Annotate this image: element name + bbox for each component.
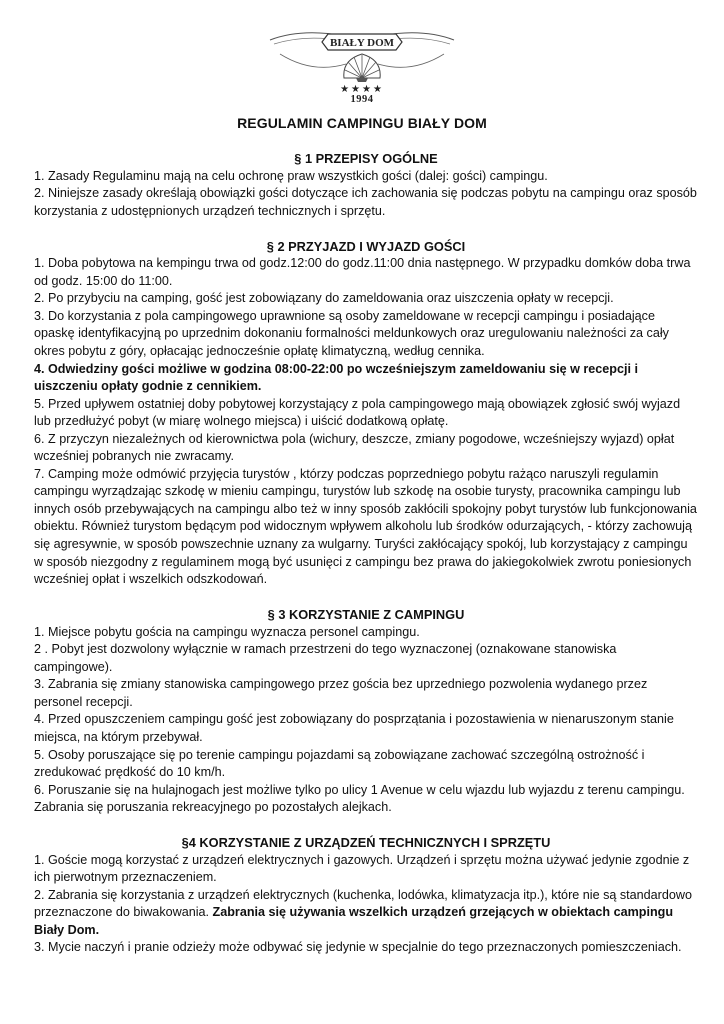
- logo-year: 1994: [350, 94, 374, 105]
- section-3-heading: § 3 KORZYSTANIE Z CAMPINGU: [267, 607, 465, 623]
- paragraph: 1. Doba pobytowa na kempingu trwa od godz.12:00 do godz.11:00 dnia następnego. W przypadku domków doba trwa od godz. 15:00 do 11:00.: [34, 256, 691, 288]
- logo-banner-text: BIAŁY DOM: [329, 37, 395, 49]
- logo: [262, 24, 462, 110]
- paragraph: 7. Camping może odmówić przyjęcia turystów , którzy podczas poprzedniego pobytu rażąco naruszyli regulamin campingu wyrządzając szkodę w mieniu campingu, turystów lub szkodę na osobie turysty, pracownika campingu lub innych osób przebywających na campingu albo też w inny sposób zakłócili spokojny pobyt turystów lub funkcjonowania obiektu. Również turystom będącym pod widocznym wpływem alkoholu lub środków odurzających, - którzy zachowują się agresywnie, w sposób powszechnie uznany za wulgarny. Turyści zakłócający spokój, lub korzystający z campingu w sposób niezgodny z regulaminem mogą być usunięci z campingu bez prawa do jakiegokolwiek zwrotu poniesionych wcześniej opłat i wszelkich odszkodowań.: [34, 466, 697, 587]
- paragraph: 1. Zasady Regulaminu mają na celu ochronę praw wszystkich gości (dalej: gości) campingu.: [34, 168, 548, 183]
- paragraph: 4. Przed opuszczeniem campingu gość jest zobowiązany do posprzątania i pozostawienia w nienaruszonym stanie miejsca, na którym przebywał.: [34, 712, 674, 744]
- paragraph-bold: 4. Odwiedziny gości możliwe w godzina 08:00-22:00 po wcześniejszym zameldowaniu się w recepcji i uiszczeniu opłaty godnie z cennikiem.: [34, 361, 638, 394]
- document-title: REGULAMIN CAMPINGU BIAŁY DOM: [237, 115, 487, 131]
- paragraph: 6. Poruszanie się na hulajnogach jest możliwe tylko po ulicy 1 Avenue w celu wjazdu lub wyjazdu z terenu campingu. Zabrania się poruszania rekreacyjnego po pozostałych alejkach.: [34, 782, 685, 815]
- section-2-heading: § 2 PRZYJAZD I WYJAZD GOŚCI: [266, 238, 466, 254]
- paragraph: 5. Osoby poruszające się po terenie campingu pojazdami są zobowiązane zachować szczególną ostrożność i zredukować prędkość do 10 km/h.: [34, 747, 645, 780]
- paragraph: 1. Miejsce pobytu gościa na campingu wyznacza personel campingu.: [34, 624, 420, 639]
- paragraph: 3. Do korzystania z pola campingowego uprawnione są osoby zameldowane w recepcji campingu i posiadające opaskę identyfikacyjną po uprzednim dokonaniu formalności meldunkowych oraz uregulowaniu należności za cały okres pobytu z góry, opłacając jednocześnie opłatę klimatyczną, według cennika.: [34, 308, 669, 358]
- stars-icon: ★★★★: [340, 84, 384, 95]
- paragraph-bold-text: Zabrania się używania wszelkich urządzeń grzejących w obiektach campingu Biały Dom.: [34, 905, 674, 937]
- section-1-heading: § 1 PRZEPISY OGÓLNE: [294, 151, 438, 166]
- paragraph: 6. Z przyczyn niezależnych od kierownictwa pola (wichury, deszcze, zmiany pogodowe, wcześniejszy wyjazd) opłat wcześniej pobranych nie zwracamy.: [34, 431, 675, 464]
- paragraph: 2. Niniejsze zasady określają obowiązki gości dotyczące ich zachowania się podczas pobytu na campingu oraz sposób korzystania z udostępnionych urządzeń technicznych i sprzętu.: [34, 186, 697, 218]
- paragraph: [34, 887, 698, 940]
- section-4-heading: §4 KORZYSTANIE Z URZĄDZEŃ TECHNICZNYCH I SPRZĘTU: [181, 835, 551, 851]
- paragraph: 3. Zabrania się zmiany stanowiska campingowego przez gościa bez uprzedniego pozwolenia wydanego przez personel recepcji.: [34, 677, 648, 709]
- paragraph-text: 2. Zabrania się korzystania z urządzeń elektrycznych (kuchenka, lodówka, klimatyzacja itp.), które nie są standardowo przeznaczone do biwakowania.: [34, 887, 692, 920]
- paragraph: 1. Goście mogą korzystać z urządzeń elektrycznych i gazowych. Urządzeń i sprzętu można używać jedynie zgodnie z ich pierwotnym przeznaczeniem.: [34, 852, 690, 885]
- paragraph: 3. Mycie naczyń i pranie odzieży może odbywać się jedynie w specjalnie do tego przeznaczonych pomieszczeniach.: [34, 940, 682, 955]
- paragraph: 2 . Pobyt jest dozwolony wyłącznie w ramach przestrzeni do tego wyznaczonej (oznakowane stanowiska campingowe).: [34, 642, 617, 674]
- paragraph: 2. Po przybyciu na camping, gość jest zobowiązany do zameldowania oraz uiszczenia opłaty w recepcji.: [34, 291, 614, 306]
- document-body: [34, 150, 698, 957]
- paragraph: 5. Przed upływem ostatniej doby pobytowej korzystający z pola campingowego mają obowiązek zgłosić swój wyjazd lub przedłużyć pobyt (w miarę wolnego miejsca) i uiścić dodatkową opłatę.: [34, 396, 681, 429]
